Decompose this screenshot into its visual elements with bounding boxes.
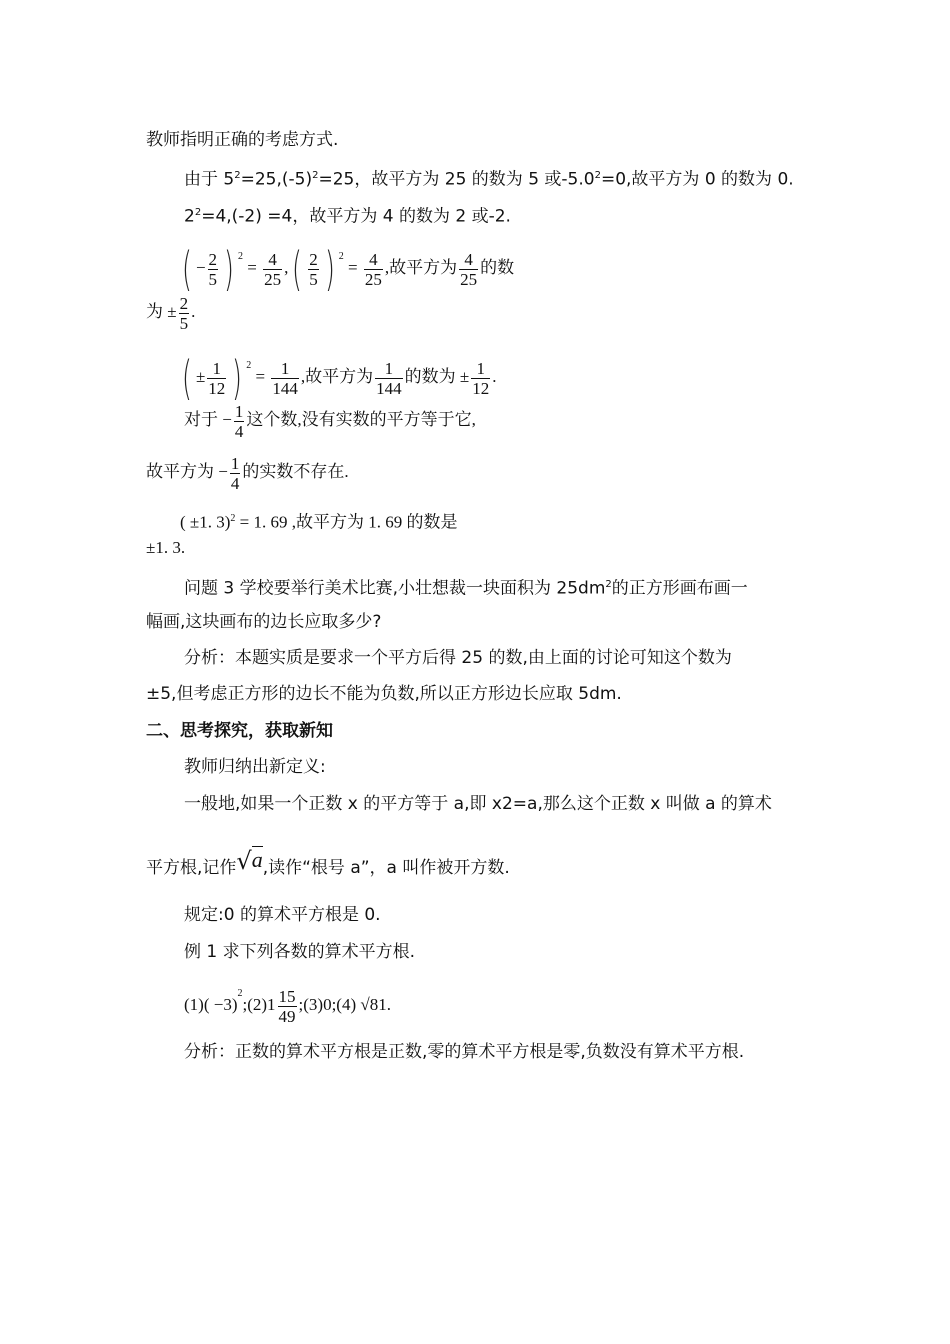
fraction: $\frac{15}{49}$: [278, 986, 296, 1026]
fraction: $\frac{1}{144}$: [272, 358, 298, 398]
fraction: $\frac{2}{5}$: [309, 249, 318, 289]
comma: ,: [284, 258, 289, 277]
fraction: $\frac{1}{12}$: [208, 358, 226, 398]
superscript: 2: [238, 251, 243, 262]
formula-line: [146, 452, 349, 493]
text-line: ±1. 3.: [146, 538, 186, 557]
text: 这个数,没有实数的平方等于它,: [246, 410, 476, 429]
text-line: 例 1 求下列各数的算术平方根.: [184, 942, 416, 962]
text: 对于 −: [184, 410, 232, 429]
section-heading: 二、思考探究，获取新知: [146, 721, 333, 741]
superscript: 2: [246, 360, 252, 371]
plus-minus: ±: [195, 367, 206, 386]
text: 问题 3 学校要举行美术比赛,小壮想裁一块面积为 25dm: [184, 578, 606, 599]
superscript: 2: [230, 513, 236, 524]
formula-line: [178, 234, 515, 297]
superscript: 2: [312, 170, 319, 181]
fraction: $\frac{1}{144}$: [376, 358, 402, 398]
fraction: $\frac{2}{5}$: [208, 249, 218, 289]
text: 故平方为 −: [146, 462, 228, 481]
text-line: 教师归纳出新定义:: [184, 757, 326, 777]
formula-line: [146, 292, 195, 333]
superscript: 2: [605, 579, 612, 590]
text-line: 教师指明正确的考虑方式.: [146, 130, 339, 150]
text: 故平方为: [389, 258, 458, 277]
text: ;(3)0;(4) √81.: [298, 995, 391, 1014]
paren: (: [182, 242, 192, 297]
text: 的正方形画布画一: [611, 578, 748, 599]
text: = 1. 69 ,故平方为 1. 69 的数是: [235, 512, 458, 532]
formula-line: [184, 400, 476, 441]
superscript: 2: [338, 251, 344, 262]
superscript: 2: [234, 170, 241, 181]
text: ( ±1. 3): [180, 512, 231, 532]
text-line: [184, 201, 511, 229]
paren: ): [224, 242, 234, 297]
fraction: $\frac{2}{5}$: [179, 293, 189, 333]
text-line: [146, 843, 510, 885]
text-line: ±5,但考虑正方形的边长不能为负数,所以正方形边长应取 5dm.: [146, 684, 622, 704]
equals: =: [348, 258, 358, 277]
paren: (: [182, 351, 192, 406]
fraction: $\frac{4}{25}$: [364, 249, 382, 289]
fraction: $\frac{1}{4}$: [230, 453, 240, 493]
text: 的数: [480, 258, 515, 277]
equals: =: [255, 367, 266, 386]
fraction: $\frac{1}{12}$: [472, 358, 490, 398]
text: =0,故平方为 0 的数为 0.: [600, 169, 794, 190]
text-line: 一般地,如果一个正数 x 的平方等于 a,即 x2=a,那么这个正数 x 叫做 a 的算术: [184, 794, 772, 814]
fraction: $\frac{1}{4}$: [234, 401, 244, 441]
paren: ): [232, 351, 243, 406]
superscript: 2: [237, 988, 243, 999]
text-line: [180, 507, 458, 535]
text: =25，故平方为 25 的数为 5 或-5.0: [318, 169, 595, 190]
sqrt-symbol: √: [236, 847, 252, 875]
fraction: $\frac{4}{25}$: [264, 249, 282, 289]
text-line: 分析：正数的算术平方根是正数,零的算术平方根是零,负数没有算术平方根.: [184, 1042, 745, 1062]
superscript: 2: [594, 170, 601, 181]
equals: =: [247, 258, 257, 277]
radicand: a: [251, 847, 263, 872]
text-line: [184, 573, 748, 601]
formula-line: [178, 343, 497, 406]
text: 由于 5: [184, 169, 235, 190]
text: 的实数不存在.: [242, 462, 349, 481]
minus-sign: −: [195, 258, 206, 277]
text-line: [184, 164, 794, 192]
text-line: 幅画,这块画布的边长应取多少?: [146, 612, 382, 632]
text: 2: [184, 206, 195, 227]
fraction: $\frac{4}{25}$: [460, 249, 478, 289]
text: ,故平方为: [300, 367, 374, 386]
period: .: [492, 367, 497, 386]
paren: (: [292, 242, 303, 297]
period: .: [191, 302, 196, 321]
text: 平方根,记作: [146, 858, 237, 878]
text: 为 ±: [146, 302, 177, 321]
text: ,读作“根号 a”，a 叫作被开方数.: [262, 858, 510, 878]
formula-line: [184, 972, 391, 1027]
text: ;(2)1: [242, 995, 276, 1014]
text: =4,(-2) =4，故平方为 4 的数为 2 或-2.: [201, 206, 511, 227]
text: =25,(-5): [240, 169, 313, 190]
text: 的数为 ±: [404, 367, 470, 386]
paren: ): [324, 242, 335, 297]
text: (1)( −3): [184, 995, 238, 1014]
text-line: 规定:0 的算术平方根是 0.: [184, 905, 381, 925]
superscript: 2: [194, 207, 202, 218]
comma: ,: [384, 258, 390, 277]
text-line: 分析：本题实质是要求一个平方后得 25 的数,由上面的讨论可知这个数为: [184, 648, 732, 668]
